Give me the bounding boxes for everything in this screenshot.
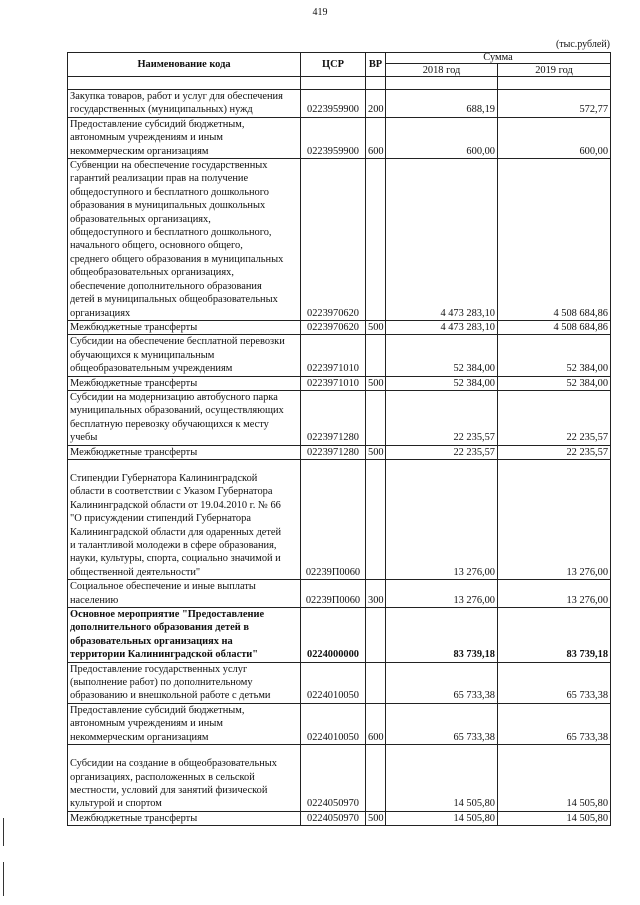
- row-2019: 4 508 684,86: [498, 320, 611, 334]
- row-2018: 14 505,80: [386, 811, 498, 825]
- margin-mark: [3, 818, 4, 846]
- table-row: [68, 662, 611, 703]
- row-vr: [366, 662, 386, 703]
- row-2019: 14 505,80: [498, 745, 611, 812]
- table-row: [68, 745, 611, 812]
- row-name: Социальное обеспечение и иные выплаты населению: [68, 580, 301, 608]
- row-2018: 13 276,00: [386, 459, 498, 579]
- row-2019: 52 384,00: [498, 376, 611, 390]
- row-2018: 65 733,38: [386, 703, 498, 744]
- row-2018: 52 384,00: [386, 376, 498, 390]
- table-row: [68, 117, 611, 158]
- row-2019: 572,77: [498, 90, 611, 118]
- row-csr: 0223970620: [301, 320, 366, 334]
- row-2018: 688,19: [386, 90, 498, 118]
- row-name: Межбюджетные трансферты: [68, 320, 301, 334]
- header-sum: Сумма: [386, 53, 611, 64]
- row-vr: [366, 608, 386, 663]
- row-2019: 4 508 684,86: [498, 159, 611, 321]
- row-name: Межбюджетные трансферты: [68, 811, 301, 825]
- row-csr: 0223970620: [301, 159, 366, 321]
- row-name: Субвенции на обеспечение государственных гарантий реализации прав на получение общедоступного и бесплатного дошкольного образования в муниципальных дошкольных образовательных организациях, общедоступного и бесплатного дошкольного, начального общего, основного общего, среднего общего образования в муниципальных общеобразовательных организациях, обеспечение дополнительного образования детей в муниципальных общеобразовательных организациях: [68, 159, 301, 321]
- table-row: [68, 159, 611, 321]
- row-2018: 83 739,18: [386, 608, 498, 663]
- row-vr: 200: [366, 90, 386, 118]
- row-vr: 500: [366, 376, 386, 390]
- row-csr: 02239П0060: [301, 580, 366, 608]
- row-csr: 0224010050: [301, 662, 366, 703]
- units-label: (тыс.рублей): [555, 39, 610, 50]
- table-row: [68, 90, 611, 118]
- budget-table: [67, 52, 611, 826]
- row-2018: 600,00: [386, 117, 498, 158]
- row-csr: 02239П0060: [301, 459, 366, 579]
- row-name: Межбюджетные трансферты: [68, 445, 301, 459]
- row-vr: 500: [366, 320, 386, 334]
- header-2018: 2018 год: [386, 64, 498, 77]
- row-csr: 0223971010: [301, 376, 366, 390]
- table-row: [68, 445, 611, 459]
- row-name: Предоставление субсидий бюджетным, автономным учреждениям и иным некоммерческим организациям: [68, 703, 301, 744]
- row-2018: 4 473 283,10: [386, 320, 498, 334]
- row-csr: 0223959900: [301, 117, 366, 158]
- header-vr: ВР: [366, 53, 386, 77]
- row-2018: 13 276,00: [386, 580, 498, 608]
- spacer-row: [68, 77, 611, 90]
- table-row: [68, 459, 611, 579]
- row-vr: [366, 459, 386, 579]
- row-2019: 13 276,00: [498, 580, 611, 608]
- table-header: [68, 53, 611, 77]
- row-vr: [366, 390, 386, 445]
- row-csr: 0224000000: [301, 608, 366, 663]
- row-csr: 0223971280: [301, 390, 366, 445]
- table-row: [68, 320, 611, 334]
- row-2019: 22 235,57: [498, 390, 611, 445]
- row-csr: 0223971280: [301, 445, 366, 459]
- row-csr: 0223971010: [301, 335, 366, 376]
- table-row: [68, 335, 611, 376]
- row-csr: 0224010050: [301, 703, 366, 744]
- table-row: [68, 811, 611, 825]
- row-name: Предоставление субсидий бюджетным, автономным учреждениям и иным некоммерческим организациям: [68, 117, 301, 158]
- table-row: [68, 376, 611, 390]
- row-name: Предоставление государственных услуг (выполнение работ) по дополнительному образованию и внешкольной работе с детьми: [68, 662, 301, 703]
- row-2019: 600,00: [498, 117, 611, 158]
- row-2019: 22 235,57: [498, 445, 611, 459]
- row-vr: 500: [366, 445, 386, 459]
- row-csr: 0224050970: [301, 811, 366, 825]
- row-2018: 65 733,38: [386, 662, 498, 703]
- row-2019: 14 505,80: [498, 811, 611, 825]
- row-2018: 4 473 283,10: [386, 159, 498, 321]
- row-2019: 83 739,18: [498, 608, 611, 663]
- table-body: [68, 77, 611, 826]
- row-2019: 13 276,00: [498, 459, 611, 579]
- row-csr: 0223959900: [301, 90, 366, 118]
- row-2018: 52 384,00: [386, 335, 498, 376]
- margin-mark: [3, 862, 4, 896]
- row-2019: 52 384,00: [498, 335, 611, 376]
- row-2019: 65 733,38: [498, 662, 611, 703]
- page-number: 419: [312, 7, 328, 18]
- header-csr: ЦСР: [301, 53, 366, 77]
- row-vr: 600: [366, 117, 386, 158]
- row-2018: 14 505,80: [386, 745, 498, 812]
- row-name: Субсидии на модернизацию автобусного парка муниципальных образований, осуществляющих бесплатную перевозку обучающихся к месту учебы: [68, 390, 301, 445]
- row-name: Субсидии на создание в общеобразовательных организациях, расположенных в сельской местности, условий для занятий физической культурой и спортом: [68, 745, 301, 812]
- table-row: [68, 608, 611, 663]
- header-2019: 2019 год: [498, 64, 611, 77]
- row-2019: 65 733,38: [498, 703, 611, 744]
- table-row: [68, 390, 611, 445]
- table-row: [68, 580, 611, 608]
- row-vr: 300: [366, 580, 386, 608]
- header-name: Наименование кода: [68, 53, 301, 77]
- row-2018: 22 235,57: [386, 390, 498, 445]
- row-vr: 500: [366, 811, 386, 825]
- table-row: [68, 703, 611, 744]
- row-name: Основное мероприятие "Предоставление дополнительного образования детей в образовательных организациях на территории Калининградской области": [68, 608, 301, 663]
- row-name: Субсидии на обеспечение бесплатной перевозки обучающихся к муниципальным общеобразовательным учреждениям: [68, 335, 301, 376]
- row-vr: [366, 159, 386, 321]
- row-vr: 600: [366, 703, 386, 744]
- row-vr: [366, 745, 386, 812]
- row-name: Межбюджетные трансферты: [68, 376, 301, 390]
- row-2018: 22 235,57: [386, 445, 498, 459]
- row-csr: 0224050970: [301, 745, 366, 812]
- row-vr: [366, 335, 386, 376]
- row-name: Стипендии Губернатора Калининградской области в соответствии с Указом Губернатора Калининградской области от 19.04.2010 г. № 66 "О присуждении стипендий Губернатора Калининградской области для одаренных детей и талантливой молодежи в сфере образования, науки, культуры, спорта, социально значимой и общественной деятельности": [68, 459, 301, 579]
- row-name: Закупка товаров, работ и услуг для обеспечения государственных (муниципальных) нужд: [68, 90, 301, 118]
